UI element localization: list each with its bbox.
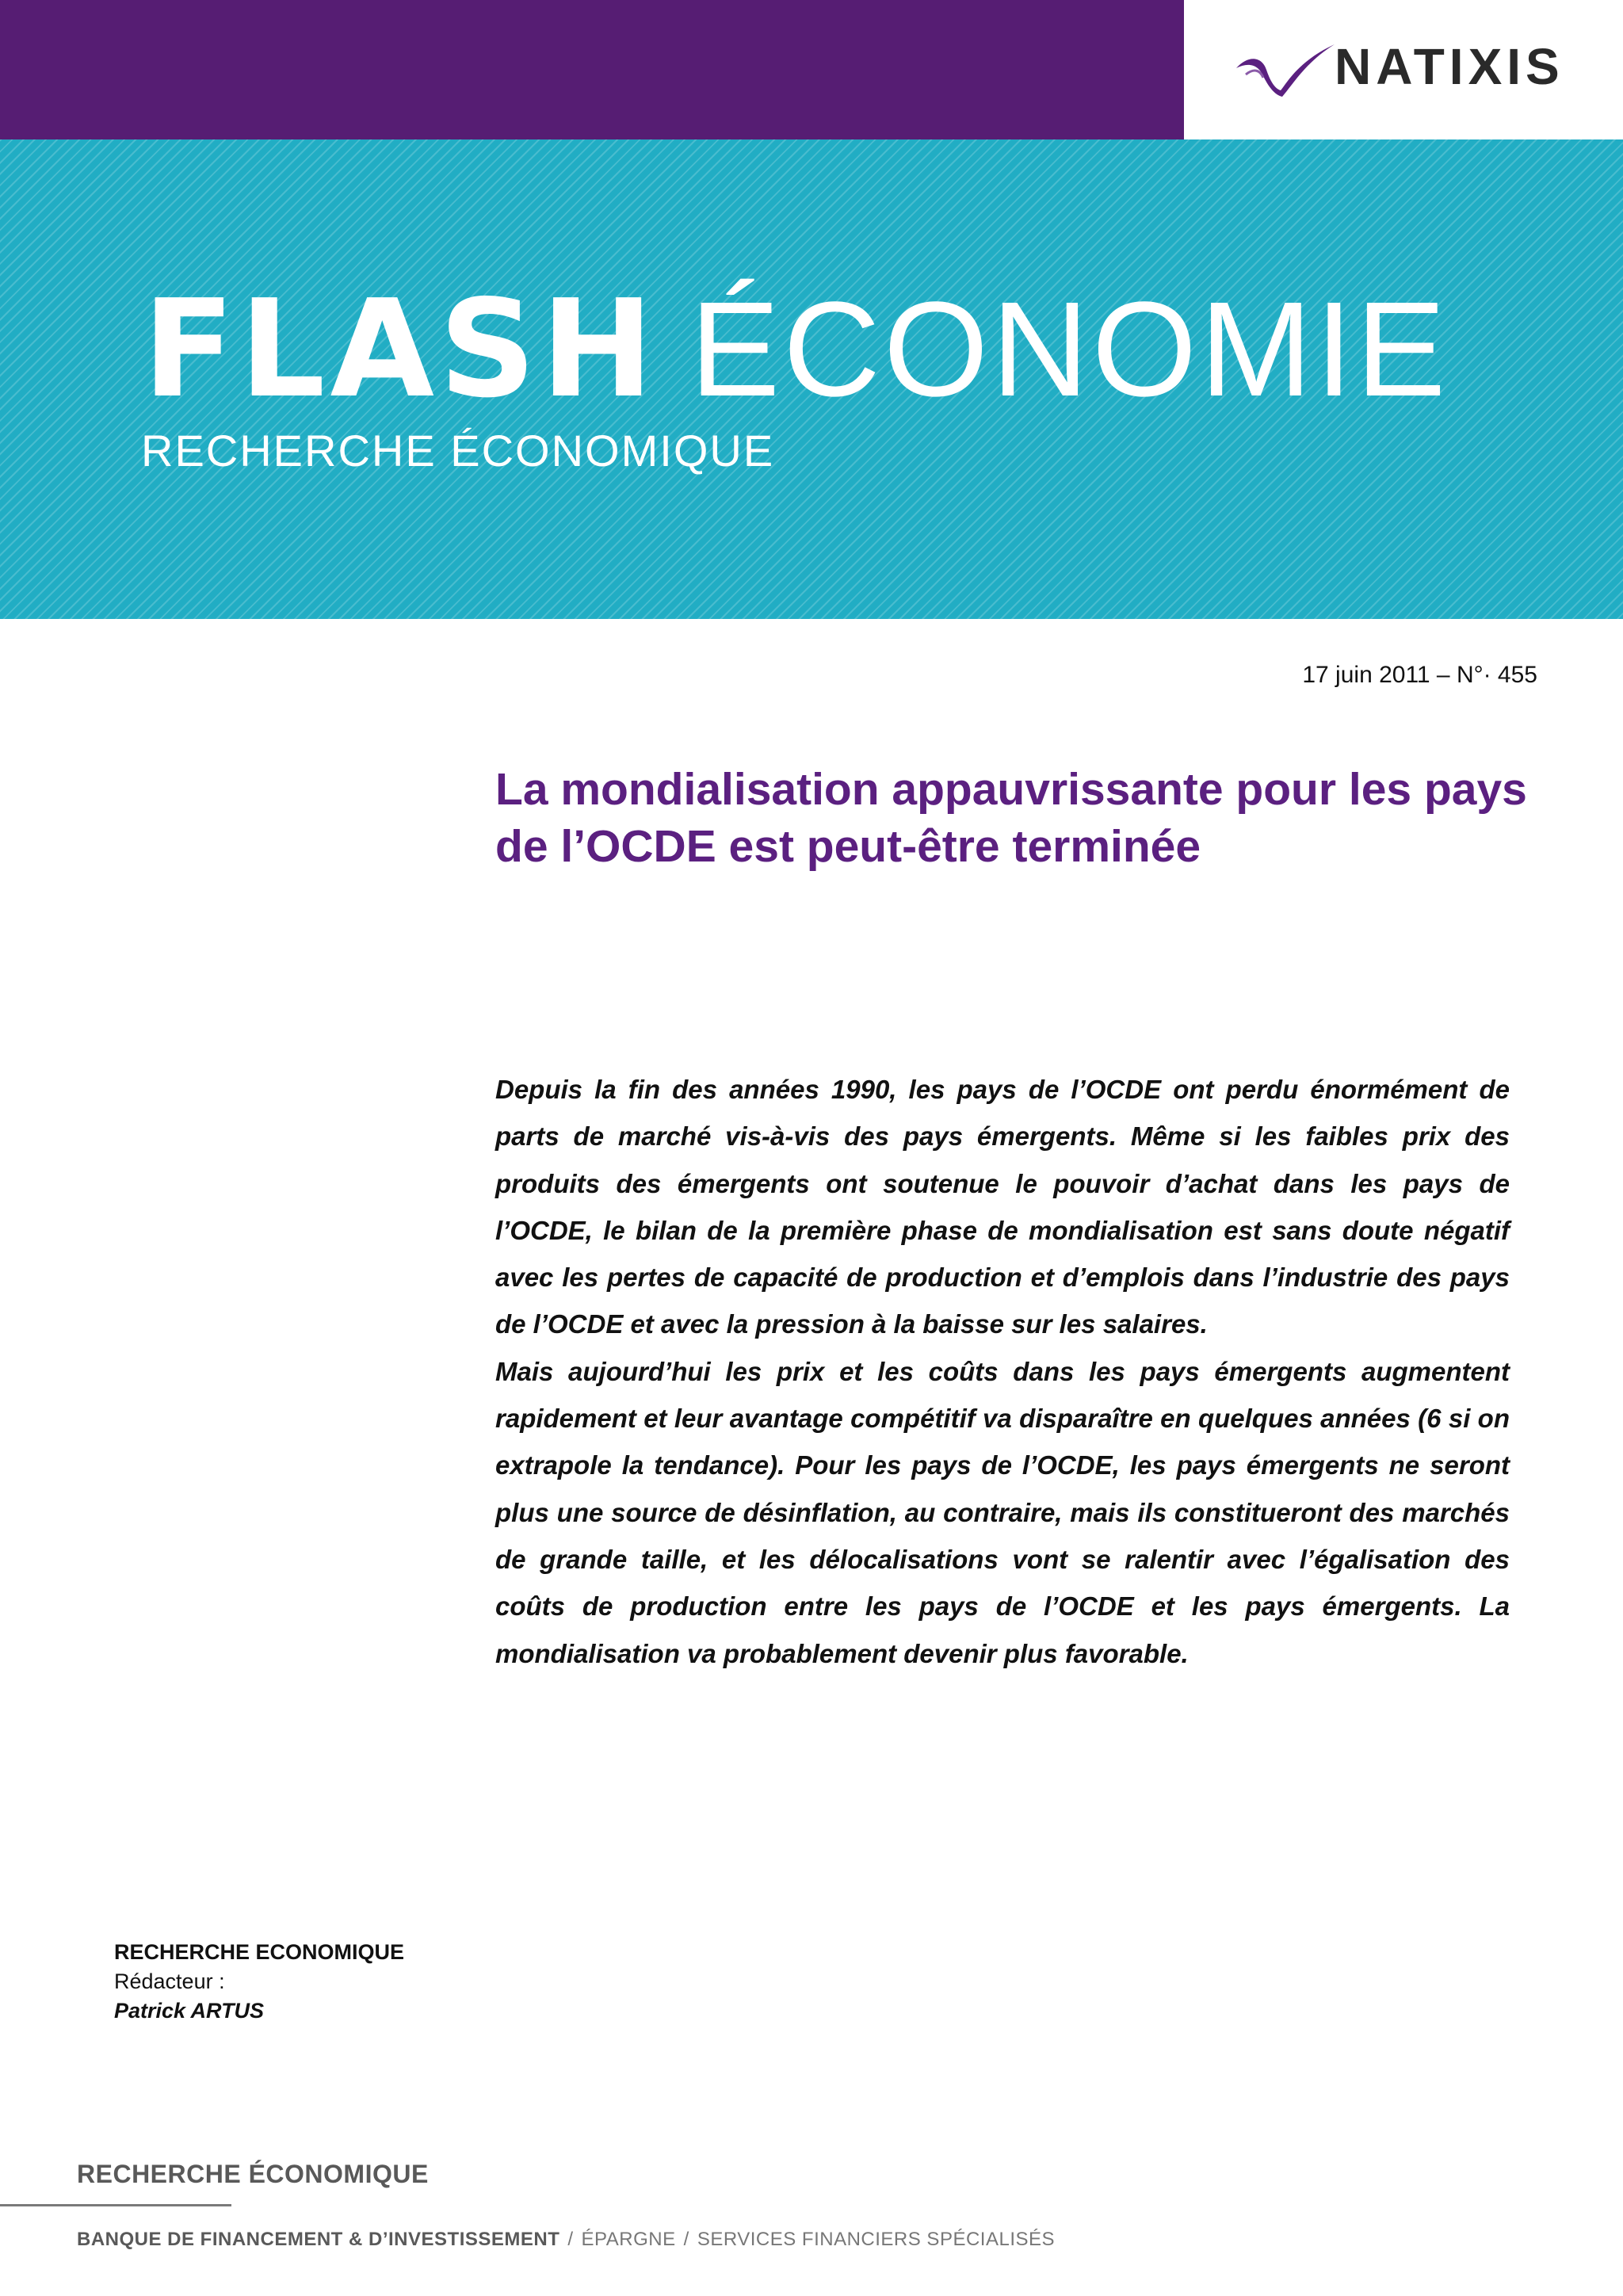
footer-title: RECHERCHE ÉCONOMIQUE [77,2160,429,2188]
article-headline: La mondialisation appauvrissante pour les pays de l’OCDE est peut-être terminée [495,764,1527,872]
author-role-label: Rédacteur : [114,1969,225,1993]
author-name: Patrick ARTUS [114,1999,265,2023]
hero-banner [0,139,1623,619]
natixis-swoosh-logo-icon [1230,38,1341,101]
abstract-paragraph: Depuis la fin des années 1990, les pays de l’OCDE ont perdu énormément de parts de marché vis-à-vis des pays émergents. Même si les faibles prix des produits des émergents ont soutenue le pouvoir d’achat dans les pays de l’OCDE, le bilan de la première phase de mondialisation est sans doute négatif avec les pertes de capacité de production et d’emplois dans l’industrie des pays de l’OCDE et avec la pression à la baisse sur les salaires. [495,1075,1510,1339]
footer-separator: / [567,2229,574,2250]
footer-separator: / [683,2229,689,2250]
footer-link-banque[interactable]: BANQUE DE FINANCEMENT & D’INVESTISSEMENT [77,2229,560,2250]
article-abstract [495,1066,1510,1677]
footer-link-services[interactable]: SERVICES FINANCIERS SPÉCIALISÉS [697,2229,1056,2250]
publication-title-light: ÉCONOMIE [689,274,1449,425]
issue-date-number: 17 juin 2011 – N°· 455 [1302,662,1537,688]
brand-logo [1184,0,1623,139]
abstract-paragraph: Mais aujourd’hui les prix et les coûts dans les pays émergents augmentent rapidement et leur avantage compétitif va disparaître en quelques années (6 si on extrapole la tendance). Pour les pays de l’OCDE, les pays émergents ne seront plus une source de désinflation, au contraire, mais ils constitueront des marchés de grande taille, et les délocalisations vont se ralentir avec l’égalisation des coûts de production entre les pays de l’OCDE et les pays émergents. La mondialisation va probablement devenir plus favorable. [495,1356,1510,1668]
footer-business-lines [77,2229,1055,2251]
author-block [114,1938,404,2026]
brand-name: NATIXIS [1335,38,1564,95]
footer-link-epargne[interactable]: ÉPARGNE [581,2229,676,2250]
publication-title-bold: FLASH [143,271,659,428]
header-purple-band [0,0,1184,139]
footer-divider [0,2204,231,2206]
author-department: RECHERCHE ECONOMIQUE [114,1940,405,1964]
publication-title [143,271,1449,428]
publication-subtitle: RECHERCHE ÉCONOMIQUE [141,426,775,476]
